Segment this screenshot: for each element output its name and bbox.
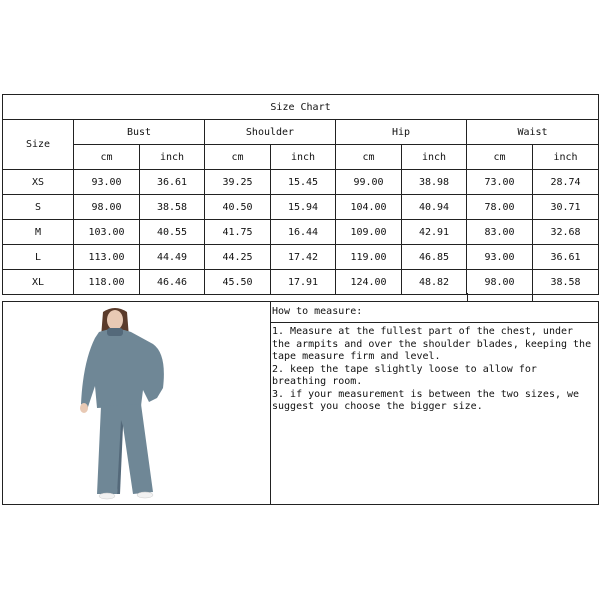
unit-header: cm (467, 145, 533, 170)
size-chart-title: Size Chart (3, 95, 599, 120)
measurement-cell: 36.61 (140, 170, 205, 195)
size-label: S (3, 195, 74, 220)
model-illustration (3, 302, 270, 504)
measurement-cell: 98.00 (74, 195, 140, 220)
group-header-waist: Waist (467, 120, 599, 145)
measurement-cell: 73.00 (467, 170, 533, 195)
measurement-cell: 15.94 (271, 195, 336, 220)
size-chart (2, 94, 598, 295)
measurement-cell: 17.91 (271, 270, 336, 295)
measurement-cell: 46.85 (402, 245, 467, 270)
measurement-cell: 40.50 (205, 195, 271, 220)
measurement-cell: 16.44 (271, 220, 336, 245)
measure-step: 2. keep the tape slightly loose to allow for breathing room. (272, 363, 537, 387)
unit-header: inch (271, 145, 336, 170)
measure-heading: How to measure: (270, 302, 598, 323)
unit-header: inch (533, 145, 599, 170)
measurement-cell: 40.94 (402, 195, 467, 220)
measurement-cell: 99.00 (336, 170, 402, 195)
size-header: Size (3, 120, 74, 170)
measure-steps (270, 323, 598, 417)
table-row (3, 170, 599, 195)
measurement-cell: 38.58 (533, 270, 599, 295)
measurement-cell: 83.00 (467, 220, 533, 245)
table-row (3, 220, 599, 245)
measurement-cell: 78.00 (467, 195, 533, 220)
measurement-cell: 119.00 (336, 245, 402, 270)
unit-header: cm (74, 145, 140, 170)
size-label: XS (3, 170, 74, 195)
measurement-cell: 46.46 (140, 270, 205, 295)
group-header-hip: Hip (336, 120, 467, 145)
measurement-cell: 44.49 (140, 245, 205, 270)
measurement-cell: 104.00 (336, 195, 402, 220)
measurement-cell: 98.00 (467, 270, 533, 295)
group-header-shoulder: Shoulder (205, 120, 336, 145)
size-label: M (3, 220, 74, 245)
measurement-cell: 109.00 (336, 220, 402, 245)
table-row (3, 270, 599, 295)
measurement-cell: 118.00 (74, 270, 140, 295)
measure-step: 1. Measure at the fullest part of the chest, under the armpits and over the shoulder blades, keeping the tape measure firm and level. (272, 326, 592, 362)
measurement-cell: 48.82 (402, 270, 467, 295)
measurement-cell: 42.91 (402, 220, 467, 245)
measure-instructions (270, 301, 599, 505)
size-label: XL (3, 270, 74, 295)
table-row (3, 195, 599, 220)
measurement-cell: 28.74 (533, 170, 599, 195)
measurement-cell: 41.75 (205, 220, 271, 245)
measurement-cell: 39.25 (205, 170, 271, 195)
measurement-cell: 93.00 (74, 170, 140, 195)
size-chart-table (2, 94, 599, 295)
size-rows (3, 170, 599, 295)
measurement-cell: 15.45 (271, 170, 336, 195)
lower-section (2, 301, 598, 505)
unit-header: inch (402, 145, 467, 170)
measure-step: 3. if your measurement is between the two sizes, we suggest you choose the bigger size. (272, 388, 580, 412)
measurement-cell: 113.00 (74, 245, 140, 270)
product-photo (2, 301, 271, 505)
size-label: L (3, 245, 74, 270)
measurement-cell: 44.25 (205, 245, 271, 270)
measurement-cell: 32.68 (533, 220, 599, 245)
unit-header: cm (205, 145, 271, 170)
measurement-cell: 38.58 (140, 195, 205, 220)
measurement-cell: 45.50 (205, 270, 271, 295)
measurement-cell: 30.71 (533, 195, 599, 220)
group-header-bust: Bust (74, 120, 205, 145)
measurement-cell: 40.55 (140, 220, 205, 245)
table-stub (467, 293, 533, 301)
measurement-cell: 93.00 (467, 245, 533, 270)
measurement-cell: 17.42 (271, 245, 336, 270)
unit-header: inch (140, 145, 205, 170)
measurement-cell: 124.00 (336, 270, 402, 295)
measurement-cell: 103.00 (74, 220, 140, 245)
unit-header: cm (336, 145, 402, 170)
table-row (3, 245, 599, 270)
measurement-cell: 36.61 (533, 245, 599, 270)
measurement-cell: 38.98 (402, 170, 467, 195)
